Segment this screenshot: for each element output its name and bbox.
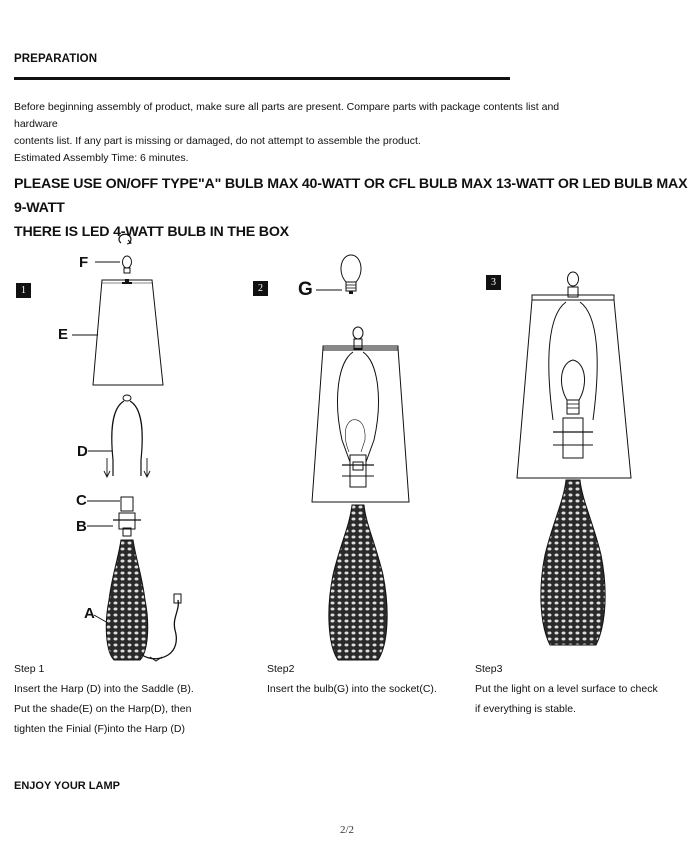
figure-2-badge: 2 (253, 281, 268, 296)
lamp-base-part (106, 540, 181, 661)
label-harp: D (77, 443, 88, 460)
step-3-line-1: Put the light on a level surface to check (475, 683, 658, 695)
shade-part (93, 279, 163, 385)
bulb-warning-line-2: THERE IS LED 4-WATT BULB IN THE BOX (14, 224, 289, 240)
harp-part (104, 395, 150, 477)
section-title: PREPARATION (14, 53, 98, 65)
label-shade: E (58, 326, 69, 343)
step-2-line-1: Insert the bulb(G) into the socket(C). (267, 683, 437, 695)
label-finial: F (79, 254, 89, 271)
step-1-line-1: Insert the Harp (D) into the Saddle (B). (14, 683, 194, 695)
intro-line-3: Estimated Assembly Time: 6 minutes. (14, 152, 189, 164)
label-saddle: B (76, 518, 87, 535)
intro-line-2: contents list. If any part is missing or damaged, do not attempt to assemble the product. (14, 135, 421, 147)
section-divider (14, 77, 510, 80)
intro-text (14, 99, 574, 167)
label-bulb: G (298, 279, 313, 300)
step-3-line-2: if everything is stable. (475, 703, 576, 715)
step-3-title: Step3 (475, 663, 503, 675)
finial-part (119, 234, 131, 273)
closing-text: ENJOY YOUR LAMP (14, 780, 120, 792)
step-2-title: Step2 (267, 663, 295, 675)
page-number: 2/2 (340, 824, 355, 836)
intro-line-1: Before beginning assembly of product, make sure all parts are present. Compare parts with package contents list and hardware (14, 101, 560, 130)
socket-part (113, 497, 141, 536)
assembly-diagram (0, 230, 700, 670)
step-2-instructions (267, 659, 437, 699)
step-1-title: Step 1 (14, 663, 45, 675)
label-socket: C (76, 492, 87, 509)
figure-1-exploded-view (72, 234, 181, 661)
bulb-warning-line-1: PLEASE USE ON/OFF TYPE"A" BULB MAX 40-WATT OR CFL BULB MAX 13-WATT OR LED BULB MAX 9-WATT (14, 176, 688, 216)
step-1-line-2: Put the shade(E) on the Harp(D), then (14, 703, 192, 715)
bulb-part (341, 255, 361, 294)
label-base: A (84, 605, 95, 622)
figure-1-badge: 1 (16, 283, 31, 298)
step-1-instructions (14, 659, 194, 739)
figure-3-assembled-lamp (517, 272, 631, 645)
step-1-line-3: tighten the Finial (F)into the Harp (D) (14, 723, 185, 735)
step-3-instructions (475, 659, 658, 719)
figure-3-badge: 3 (486, 275, 501, 290)
figure-2-bulb-install (312, 255, 409, 660)
